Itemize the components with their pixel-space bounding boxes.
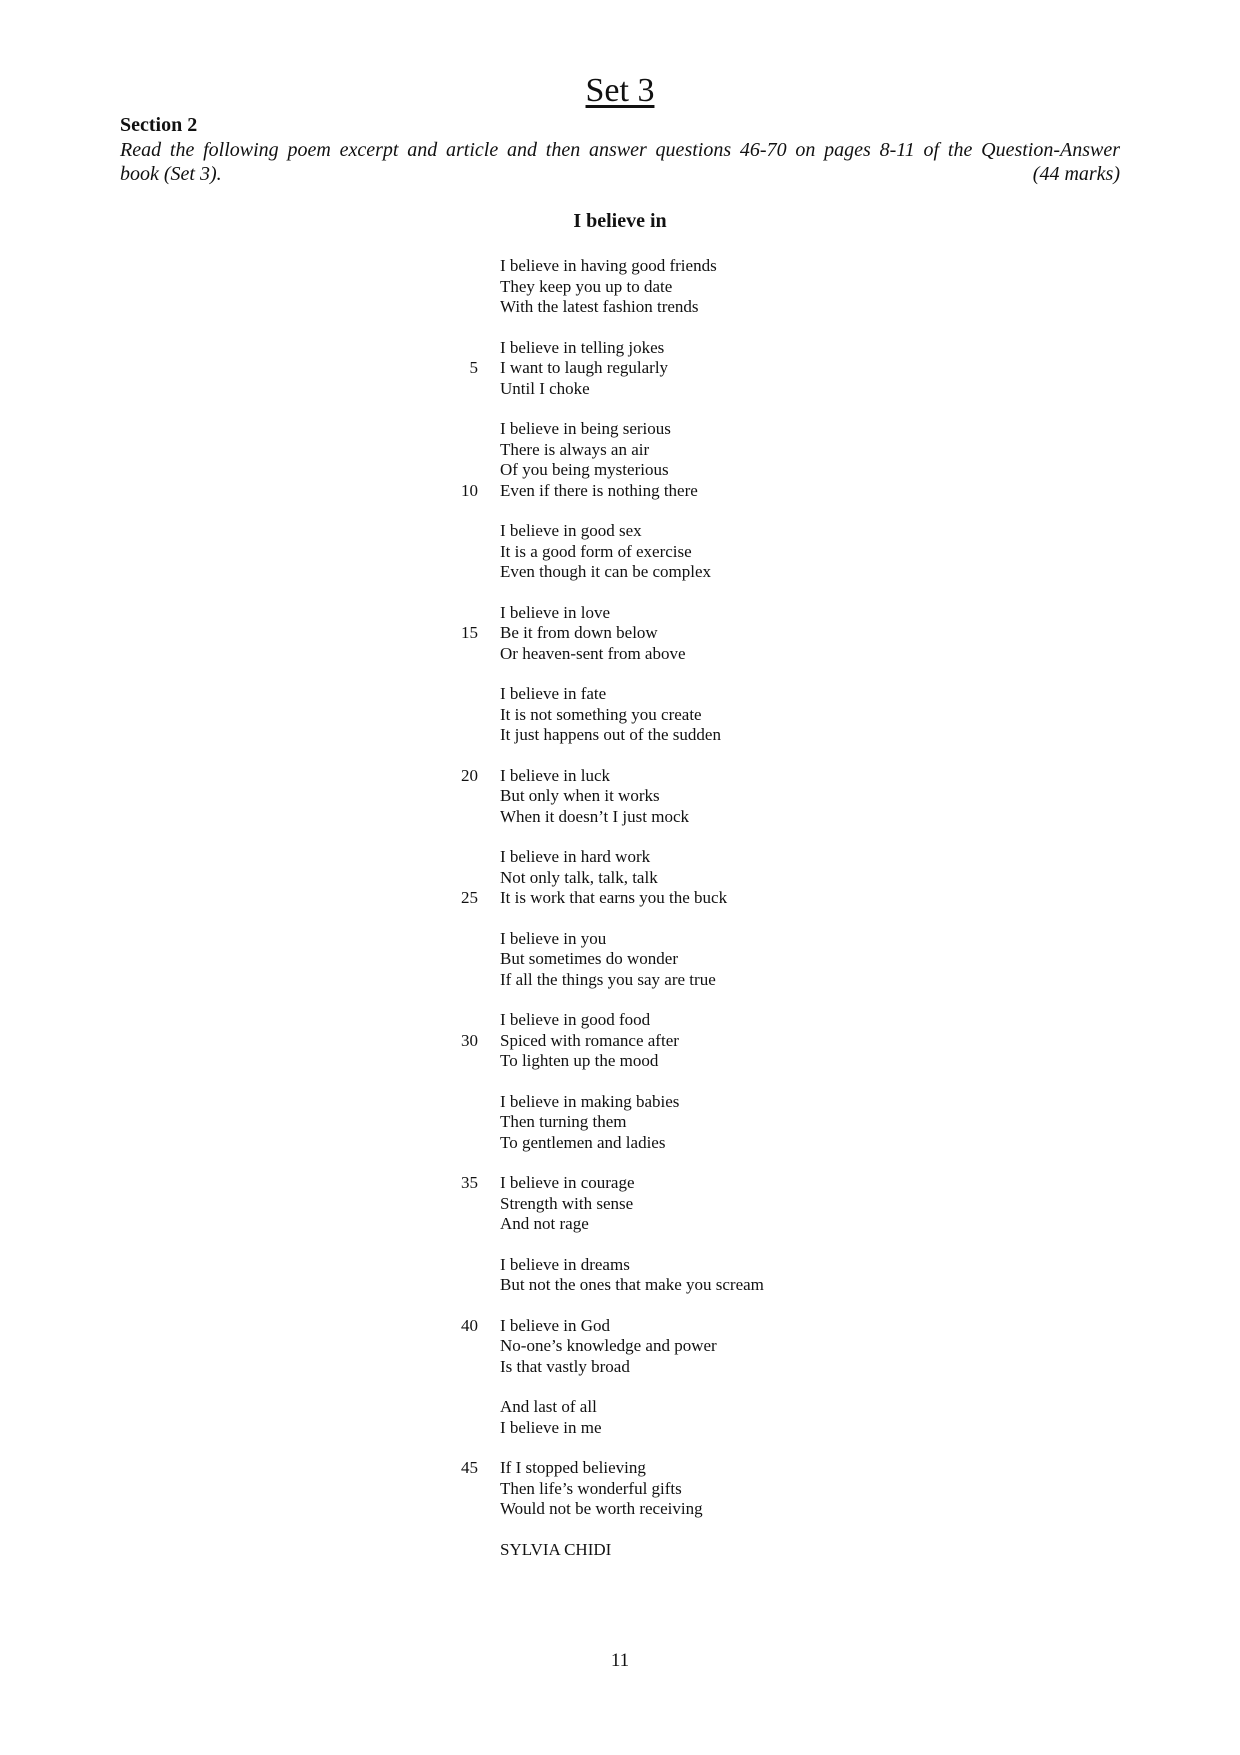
poem-line <box>440 725 860 746</box>
poem-line <box>440 1397 860 1418</box>
line-text: It is a good form of exercise <box>500 541 692 561</box>
poem-line <box>440 338 860 359</box>
line-text: Is that vastly broad <box>500 1356 630 1376</box>
line-text: Be it from down below <box>500 623 658 642</box>
poem-line <box>440 705 860 726</box>
line-text: No-one’s knowledge and power <box>500 1336 717 1355</box>
line-number: 25 <box>461 888 478 907</box>
poem-stanza <box>440 419 860 501</box>
poem-line <box>440 929 860 950</box>
poem-line <box>440 481 860 502</box>
line-number: 40 <box>461 1315 478 1335</box>
line-text: But sometimes do wonder <box>500 949 679 968</box>
poem-line <box>440 644 860 665</box>
poem-line <box>440 1499 860 1520</box>
line-text: If I stopped believing <box>500 1458 646 1477</box>
poem-stanza <box>440 1173 860 1235</box>
poem-line <box>440 1316 860 1337</box>
line-text: I believe in me <box>500 1417 602 1437</box>
line-text: But not the ones that make you scream <box>500 1275 764 1294</box>
poem-line <box>440 1031 860 1052</box>
line-text: I believe in you <box>500 928 607 948</box>
poem-line <box>440 1051 860 1072</box>
poem-author: SYLVIA CHIDI <box>500 1539 612 1559</box>
line-text: When it doesn’t I just mock <box>500 806 690 826</box>
instructions-line-1: Read the following poem excerpt and article and then answer questions 46-70 on pages 8-11 of the Question-Answer <box>120 139 1120 161</box>
poem-line <box>440 786 860 807</box>
poem-line <box>440 1092 860 1113</box>
line-number: 20 <box>461 765 478 785</box>
poem-line <box>440 379 860 400</box>
line-text: It is work that earns you the buck <box>500 888 728 907</box>
poem-line <box>440 521 860 542</box>
line-text: I believe in having good friends <box>500 256 717 275</box>
line-text: I believe in good sex <box>500 521 642 540</box>
poem-line <box>440 868 860 889</box>
line-text: Spiced with romance after <box>500 1030 679 1050</box>
line-text: And last of all <box>500 1397 597 1416</box>
poem-stanza <box>440 1010 860 1072</box>
line-text: Of you being mysterious <box>500 460 669 479</box>
line-text: Then life’s wonderful gifts <box>500 1478 682 1498</box>
line-text: Then turning them <box>500 1112 627 1131</box>
line-number: 15 <box>461 623 478 642</box>
poem-stanza <box>440 1458 860 1520</box>
poem-line <box>440 1112 860 1133</box>
line-text: I believe in dreams <box>500 1254 630 1274</box>
line-text: I want to laugh regularly <box>500 358 669 377</box>
poem-line <box>440 1214 860 1235</box>
poem-line <box>440 1336 860 1357</box>
poem-line <box>440 1357 860 1378</box>
line-text: I believe in making babies <box>500 1091 680 1111</box>
poem-line <box>440 949 860 970</box>
poem-line <box>440 460 860 481</box>
poem-line <box>440 1173 860 1194</box>
poem-line <box>440 603 860 624</box>
poem-line <box>440 1479 860 1500</box>
poem-line <box>440 623 860 644</box>
poem-line <box>440 970 860 991</box>
poem-line <box>440 256 860 277</box>
page-number: 11 <box>610 1650 630 1671</box>
line-text: Even though it can be complex <box>500 562 712 581</box>
line-text: To lighten up the mood <box>500 1051 659 1070</box>
poem-stanza <box>440 256 860 318</box>
poem-stanza <box>440 684 860 746</box>
poem-line <box>440 542 860 563</box>
poem-title: I believe in <box>573 210 667 232</box>
line-text: It is not something you create <box>500 704 702 724</box>
poem-line <box>440 847 860 868</box>
line-text: I believe in God <box>500 1315 610 1335</box>
poem-stanza <box>440 1397 860 1438</box>
line-text: With the latest fashion trends <box>500 297 699 316</box>
poem-line <box>440 440 860 461</box>
line-text: To gentlemen and ladies <box>500 1132 666 1152</box>
poem-stanzas <box>440 256 860 1520</box>
line-number: 5 <box>469 358 478 377</box>
poem-line <box>440 807 860 828</box>
poem-line <box>440 1255 860 1276</box>
instructions-line-2 <box>120 162 1120 186</box>
poem-stanza <box>440 1092 860 1154</box>
line-text: Would not be worth receiving <box>500 1499 703 1518</box>
line-text: I believe in fate <box>500 684 607 703</box>
poem-stanza <box>440 1316 860 1378</box>
line-text: There is always an air <box>500 439 650 459</box>
set-title: Set 3 <box>585 72 655 109</box>
line-text: Strength with sense <box>500 1193 634 1213</box>
poem-line <box>440 358 860 379</box>
poem-line <box>440 1010 860 1031</box>
poem-line <box>440 277 860 298</box>
instructions <box>120 138 1120 186</box>
line-text: I believe in love <box>500 602 610 622</box>
poem-line <box>440 1133 860 1154</box>
line-text: I believe in being serious <box>500 419 671 438</box>
line-text: If all the things you say are true <box>500 969 716 989</box>
poem-line <box>440 1194 860 1215</box>
instructions-book-ref: book (Set 3). <box>120 163 222 185</box>
poem-stanza <box>440 521 860 583</box>
marks-label: (44 marks) <box>1032 163 1120 185</box>
poem-line <box>440 419 860 440</box>
poem-line <box>440 1458 860 1479</box>
line-number: 10 <box>461 480 478 500</box>
poem-stanza <box>440 847 860 909</box>
poem-stanza <box>440 603 860 665</box>
line-text: Not only talk, talk, talk <box>500 867 658 887</box>
poem-line <box>440 888 860 909</box>
poem-body <box>440 256 860 1560</box>
line-text: I believe in hard work <box>500 847 651 866</box>
poem-line <box>440 1418 860 1439</box>
poem-stanza <box>440 766 860 828</box>
poem-stanza <box>440 1255 860 1296</box>
poem-line <box>440 562 860 583</box>
poem-stanza <box>440 929 860 991</box>
line-text: Until I choke <box>500 378 590 398</box>
line-number: 30 <box>461 1030 478 1050</box>
line-number: 45 <box>461 1458 478 1477</box>
line-text: I believe in good food <box>500 1010 651 1029</box>
line-text: And not rage <box>500 1214 589 1233</box>
poem-line <box>440 297 860 318</box>
line-text: I believe in luck <box>500 765 610 785</box>
line-text: It just happens out of the sudden <box>500 725 721 744</box>
line-text: Even if there is nothing there <box>500 480 698 500</box>
line-text: But only when it works <box>500 786 660 805</box>
poem-line <box>440 766 860 787</box>
line-text: They keep you up to date <box>500 276 673 296</box>
section-heading: Section 2 <box>120 114 198 136</box>
poem-stanza <box>440 338 860 400</box>
line-text: I believe in telling jokes <box>500 337 665 357</box>
poem-line <box>440 1275 860 1296</box>
line-number: 35 <box>461 1173 478 1192</box>
line-text: Or heaven-sent from above <box>500 643 686 663</box>
line-text: I believe in courage <box>500 1173 635 1192</box>
poem-line <box>440 684 860 705</box>
